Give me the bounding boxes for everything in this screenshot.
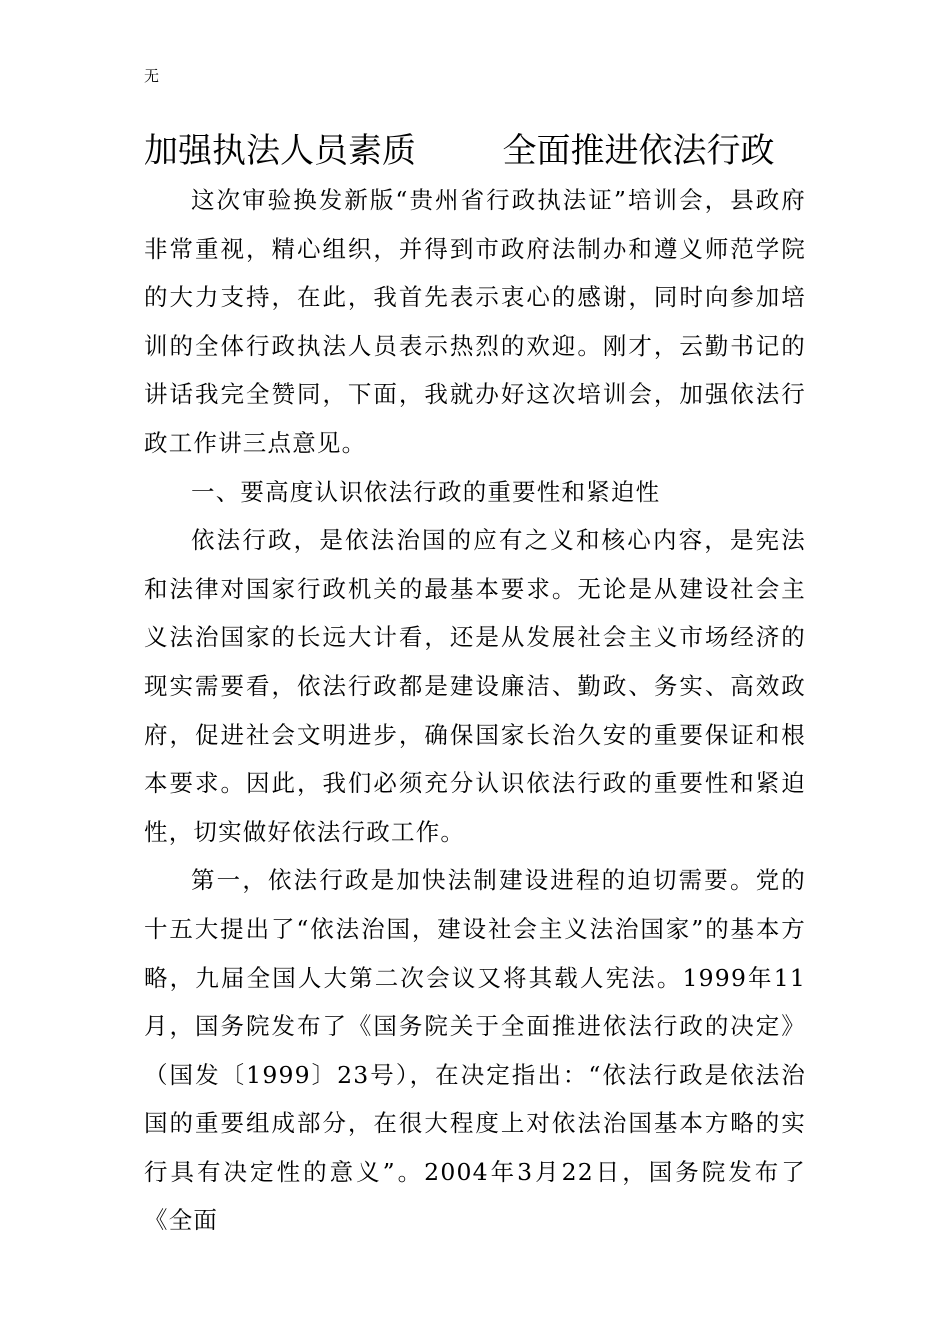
point-1-paragraph: 第一，依法行政是加快法制建设进程的迫切需要。党的十五大提出了“依法治国，建设社会主义法治国家”的基本方略，九届全国人大第二次会议又将其载人宪法。1999年11月，国务院发布了《国务院关于全面推进依法行政的决定》（国发〔1999〕23号），在决定指出：“依法行政是依法治国的重要组成部分，在很大程度上对依法治国基本方略的实行具有决定性的意义”。2004年3月22日，国务院发布了《全面 (144, 866, 806, 1235)
document-title: 加强执法人员素质 全面推进依法行政 (144, 131, 775, 171)
section-heading-1: 一、要高度认识依法行政的重要性和紧迫性 (191, 477, 661, 506)
section-1-paragraph: 依法行政，是依法治国的应有之义和核心内容，是宪法和法律对国家行政机关的最基本要求。无论是从建设社会主义法治国家的长远大计看，还是从发展社会主义市场经济的现实需要看，依法行政都是建设廉洁、勤政、务实、高效政府，促进社会文明进步，确保国家长治久安的重要保证和根本要求。因此，我们必须充分认识依法行政的重要性和紧迫性，切实做好依法行政工作。 (144, 526, 806, 846)
intro-paragraph: 这次审验换发新版“贵州省行政执法证”培训会，县政府非常重视，精心组织，并得到市政府法制办和遵义师范学院的大力支持，在此，我首先表示衷心的感谢，同时向参加培训的全体行政执法人员表示热烈的欢迎。刚才，云勤书记的讲话我完全赞同，下面，我就办好这次培训会，加强依法行政工作讲三点意见。 (144, 186, 806, 457)
header-mark: 无 (144, 67, 160, 85)
document-body (144, 176, 806, 1245)
